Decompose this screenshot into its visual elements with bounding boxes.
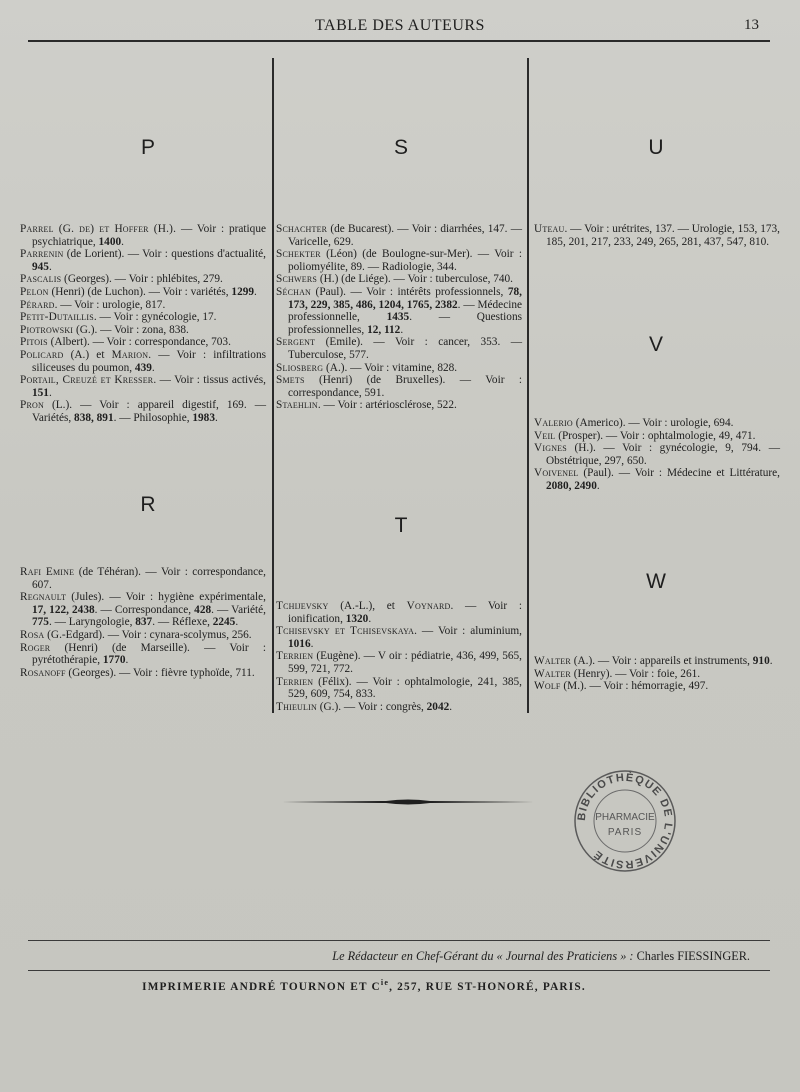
entry-text: (Paul). — Voir : Médecine et Littérature,: [578, 467, 780, 480]
index-entry: [20, 566, 266, 591]
page-reference: 1400: [98, 235, 122, 248]
section-letter-t: T: [394, 514, 408, 537]
author-name: Rosanoff: [20, 666, 66, 679]
author-name: Rosa: [20, 628, 45, 641]
page-reference: 1983: [192, 411, 215, 424]
author-name: Staehlin: [276, 399, 318, 412]
index-entry: [276, 273, 522, 286]
author-name: Pascalis: [20, 273, 62, 286]
entry-text: . — Philosophie,: [113, 411, 193, 424]
closing-ornament: [282, 797, 534, 807]
entry-text: (Henri) (de Luchon). — Voir : variétés,: [48, 285, 232, 298]
index-entry: [276, 286, 522, 336]
entry-text: .: [596, 479, 600, 492]
entry-text: (de Lorient). — Voir : questions d'actualité,: [63, 248, 266, 261]
author-name: Marion: [111, 348, 149, 361]
entry-text: (H.). — Voir : gynécologie, 9, 794. — Obstétrique, 297, 650.: [546, 442, 780, 467]
page-header-title: TABLE DES AUTEURS: [315, 17, 485, 34]
page-reference: 2080, 2490: [546, 479, 597, 492]
entry-text: (Henri) (de Bruxelles). — Voir : correspondance, 591.: [288, 374, 522, 399]
author-name: Regnault: [20, 591, 67, 604]
entry-text: . — Correspondance,: [94, 603, 195, 616]
index-entry: [276, 701, 522, 714]
footer-rule-bottom: [28, 970, 770, 971]
author-name: Tchijevsky: [276, 600, 329, 612]
entry-text: .: [400, 323, 404, 336]
page-number: 13: [744, 17, 759, 33]
entry-text: (L.). — Voir : appareil digestif, 169. — Variétés,: [32, 399, 266, 424]
entry-text: .: [235, 616, 239, 629]
page-reference: 12, 112: [367, 323, 401, 336]
footer-rule-top: [28, 940, 770, 941]
author-name: Voynard: [406, 600, 451, 612]
entry-text: .: [125, 654, 129, 667]
entry-text: .: [449, 700, 453, 713]
entry-text: . — Réflexe,: [152, 616, 213, 629]
entry-text: . — Voir : infiltrations siliceuses du poumon,: [32, 348, 266, 374]
page-reference: 1770: [102, 654, 126, 667]
entry-text: (Henry). — Voir : foie, 261.: [570, 667, 701, 680]
index-entry: [276, 600, 522, 625]
index-entry: [20, 286, 266, 299]
author-name: Schachter: [276, 223, 328, 235]
page-reference: 1320: [345, 612, 369, 625]
entry-text: . — Médecine professionnelle,: [288, 298, 523, 324]
index-entry: [20, 248, 266, 273]
stamp-line-2: PARIS: [607, 827, 643, 838]
entry-text: . — Voir : artériosclérose, 522.: [317, 399, 457, 412]
index-list-p: [20, 223, 266, 425]
index-entry: [276, 248, 522, 273]
page-reference: 17, 122, 2438: [32, 603, 95, 616]
entry-text: — Voir : pratique psychiatrique,: [32, 223, 266, 248]
column-divider-left: [272, 58, 274, 713]
entry-text: (Paul). — Voir : intérêts professionnels,: [311, 285, 508, 298]
printer-abbrev: ie: [380, 978, 390, 987]
author-name: Smets: [276, 374, 305, 387]
author-name: Pelon: [20, 285, 49, 298]
index-entry: [20, 311, 266, 324]
entry-text: . — Voir : ionification,: [288, 600, 522, 625]
entry-text: (Eugène). — V oir : pédiatrie, 436, 499, 565, 599, 721, 772.: [288, 650, 522, 675]
printer-name: IMPRIMERIE ANDRÉ TOURNON ET C: [142, 980, 381, 993]
author-name: Parrenin: [20, 248, 64, 261]
index-entry: [20, 336, 266, 349]
entry-text: (H.) (de Liége). — Voir : tuberculose, 740.: [317, 273, 514, 286]
author-name: Voivenel: [534, 467, 579, 480]
entry-text: (G.-Edgard). — Voir : cynara-scolymus, 256.: [44, 628, 252, 641]
author-name: Sliosberg: [276, 361, 324, 374]
index-list-u: [534, 223, 780, 248]
entry-text: .: [48, 260, 52, 273]
page-reference: 151: [32, 386, 49, 399]
entry-text: .: [769, 655, 773, 667]
entry-text: . — Voir : aluminium,: [414, 625, 522, 638]
page-reference: 945: [32, 260, 49, 273]
index-entry: [20, 273, 266, 286]
index-entry: [20, 299, 266, 312]
page-reference: 1435: [386, 311, 410, 324]
author-name: Schekter: [276, 248, 321, 261]
entry-text: . — Voir : urétrites, 137. — Urologie, 153, 173, 185, 201, 217, 233, 249, 265, 281, 437, 547, 810.: [546, 223, 780, 248]
index-entry: [534, 430, 780, 443]
index-list-v: [534, 417, 780, 493]
author-name: Valerio: [534, 417, 573, 429]
section-letter-p: P: [140, 136, 155, 159]
index-entry: [20, 642, 266, 667]
index-entry: [534, 467, 780, 492]
author-name: Parrel (G. de) et Hoffer (H.).: [20, 223, 177, 235]
index-list-r: [20, 566, 266, 679]
entry-text: (Félix). — Voir : ophtalmologie, 241, 385, 529, 609, 754, 833.: [288, 675, 522, 701]
index-entry: [276, 336, 522, 361]
index-entry: [20, 223, 266, 248]
stamp-line-1: PHARMACIE: [595, 812, 655, 823]
stamp-ring-text: BIBLIOTHÈQUE DE L'UNIVERSITÉ: [575, 771, 675, 871]
author-name: Wolf: [534, 680, 561, 693]
author-name: Séchan: [276, 285, 312, 298]
entry-text: (G.). — Voir : zona, 838.: [73, 323, 189, 336]
page-reference: 2245: [212, 616, 236, 629]
author-name: Terrien: [276, 650, 314, 663]
index-entry: [276, 650, 522, 675]
index-entry: [534, 442, 780, 467]
author-name: Rafi Emine: [20, 566, 75, 578]
index-entry: [20, 591, 266, 629]
author-name: Pitois: [20, 336, 48, 349]
author-name: Policard: [20, 348, 64, 361]
page-reference: 78, 173, 229, 385, 486, 1204, 1765, 2382: [288, 285, 522, 311]
header-rule: [28, 40, 770, 42]
index-entry: [276, 223, 522, 248]
entry-text: (Henri) (de Marseille). — Voir : pyrétothérapie,: [32, 641, 266, 667]
page-reference: 838, 891: [74, 411, 114, 424]
library-stamp: [572, 768, 678, 874]
author-name: Thieulin: [276, 700, 317, 713]
page-reference: 837: [135, 616, 153, 629]
author-name: Roger: [20, 641, 51, 654]
author-name: Walter: [534, 667, 571, 680]
index-entry: [20, 324, 266, 337]
editor-name: Charles FIESSINGER.: [636, 949, 750, 963]
entry-text: (Prosper). — Voir : ophtalmologie, 49, 471.: [555, 429, 756, 442]
index-list-w: [534, 655, 780, 693]
entry-text: (Georges). — Voir : fièvre typhoïde, 711.: [65, 666, 255, 679]
author-name: Veil: [534, 429, 556, 442]
column-divider-right: [527, 58, 529, 713]
page-reference: 775: [32, 616, 49, 629]
index-entry: [20, 349, 266, 374]
index-list-s: [276, 223, 522, 412]
author-name: Uteau: [534, 223, 565, 235]
entry-text: (de Téhéran). — Voir : correspondance, 607.: [32, 566, 266, 591]
index-entry: [20, 399, 266, 424]
page-reference: 439: [134, 361, 152, 374]
entry-text: . — Voir : urologie, 817.: [54, 298, 166, 311]
page-reference: 428: [194, 603, 212, 616]
section-letter-s: S: [393, 136, 408, 159]
printer-imprint: [0, 978, 728, 993]
entry-text: (Albert). — Voir : correspondance, 703.: [47, 336, 231, 349]
index-entry: [20, 667, 266, 680]
index-entry: [276, 362, 522, 375]
entry-text: (G.). — Voir : congrès,: [316, 700, 427, 713]
entry-text: .: [214, 411, 218, 424]
index-entry: [534, 417, 780, 430]
author-name: Walter: [534, 655, 571, 667]
index-entry: [534, 655, 780, 668]
index-entry: [276, 374, 522, 399]
author-name: Portail, Creuzé et Kresser: [20, 374, 154, 387]
index-entry: [20, 374, 266, 399]
index-entry: [276, 625, 522, 650]
author-name: Pérard: [20, 298, 55, 311]
author-name: Terrien: [276, 675, 314, 688]
index-entry: [534, 680, 780, 693]
page-reference: 2042: [426, 700, 450, 713]
author-name: Pron: [20, 399, 44, 412]
index-entry: [534, 223, 780, 248]
entry-text: .: [368, 612, 372, 625]
entry-text: .: [121, 235, 124, 248]
entry-text: (A.) et: [63, 348, 112, 361]
entry-text: .: [151, 361, 155, 374]
index-entry: [276, 399, 522, 412]
entry-text: (Léon) (de Boulogne-sur-Mer). — Voir : poliomyélite, 89. — Radiologie, 344.: [288, 248, 522, 273]
entry-text: (Jules). — Voir : hygiène expérimentale,: [66, 591, 266, 604]
printer-address: , 257, RUE ST-HONORÉ, PARIS.: [389, 980, 586, 993]
entry-text: .: [310, 637, 314, 650]
page-reference: 1299: [231, 285, 255, 298]
entry-text: . — Questions professionnelles,: [288, 311, 522, 336]
editor-credit: [0, 949, 750, 964]
author-name: Sergent: [276, 336, 316, 349]
entry-text: (de Bucarest). — Voir : diarrhées, 147. — Varicelle, 629.: [288, 223, 522, 248]
entry-text: (A.). — Voir : vitamine, 828.: [323, 361, 458, 374]
entry-text: . — Voir : tissus activés,: [153, 374, 267, 387]
entry-text: (Georges). — Voir : phlébites, 279.: [61, 273, 223, 286]
author-name: Vignes: [534, 442, 567, 455]
index-entry: [276, 676, 522, 701]
page-reference: 910: [752, 655, 770, 667]
editor-credit-prefix: Le Rédacteur en Chef-Gérant du « Journal des Praticiens » :: [332, 949, 637, 963]
section-letter-w: W: [646, 570, 666, 593]
entry-text: (A.). — Voir : appareils et instruments,: [570, 655, 753, 667]
author-name: Tchisevsky et Tchisevskaya: [276, 625, 415, 638]
entry-text: (Emile). — Voir : cancer, 353. — Tuberculose, 577.: [288, 336, 522, 361]
entry-text: (A.-L.), et: [328, 600, 407, 612]
entry-text: . — Voir : gynécologie, 17.: [93, 311, 217, 324]
author-name: Petit-Dutaillis: [20, 311, 94, 324]
index-entry: [534, 668, 780, 681]
section-letter-v: V: [648, 333, 663, 356]
entry-text: . — Variété,: [211, 603, 266, 616]
page-reference: 1016: [288, 637, 311, 650]
index-list-t: [276, 600, 522, 713]
entry-text: .: [254, 285, 257, 298]
author-name: Schwers: [276, 273, 318, 286]
entry-text: . — Laryngologie,: [48, 616, 136, 629]
section-letter-u: U: [648, 136, 664, 159]
entry-text: .: [48, 386, 52, 399]
author-name: Piotrowski: [20, 323, 74, 336]
entry-text: (M.). — Voir : hémorragie, 497.: [560, 680, 709, 693]
section-letter-r: R: [140, 493, 156, 516]
index-entry: [20, 629, 266, 642]
entry-text: (Americo). — Voir : urologie, 694.: [572, 417, 734, 429]
